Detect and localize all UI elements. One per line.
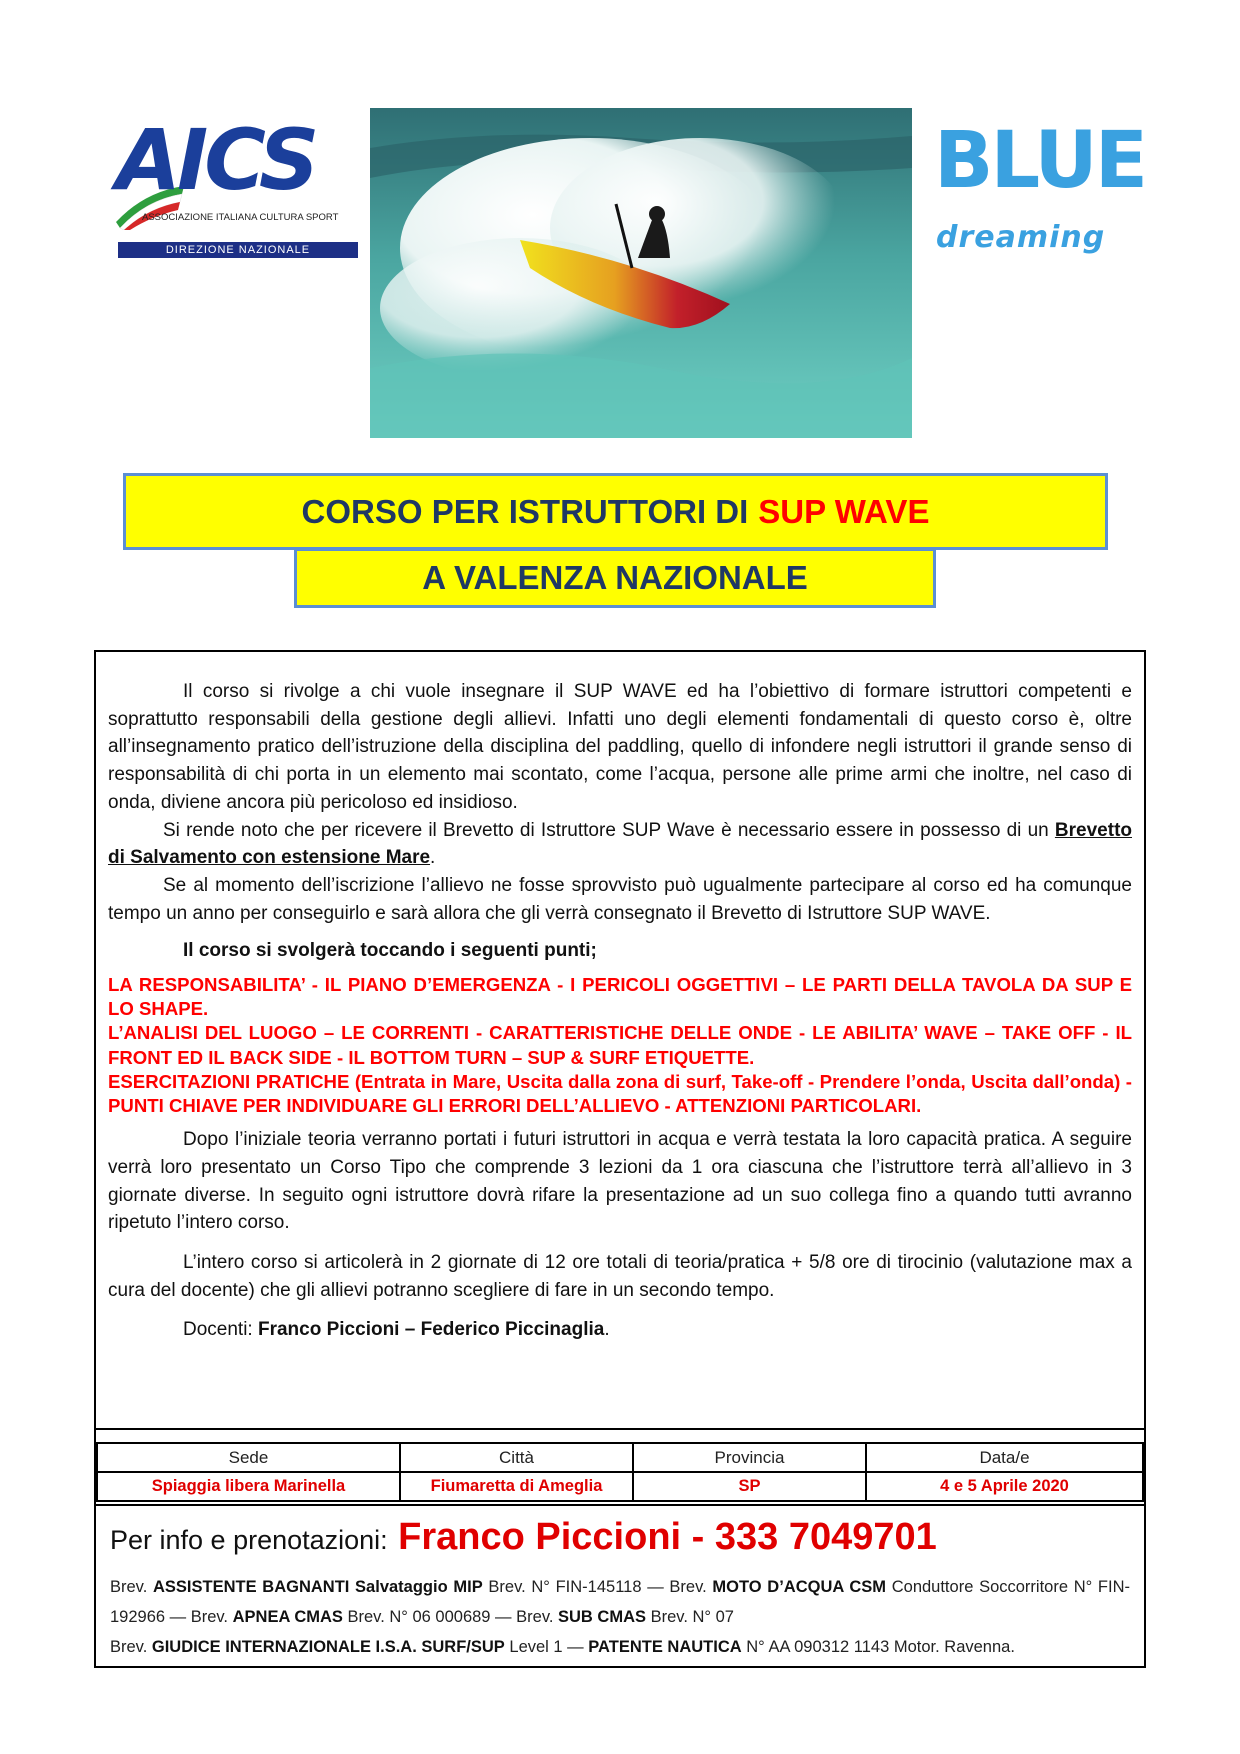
value-data: 4 e 5 Aprile 2020 [866, 1472, 1143, 1501]
teachers-names: Franco Piccioni – Federico Piccinaglia [257, 1319, 605, 1341]
points-title: Il corso si svolgerà toccando i seguenti punti; [183, 940, 597, 962]
header-data: Data/e [866, 1443, 1143, 1472]
contact-line [110, 1516, 937, 1559]
contact-label: Per info e prenotazioni: [110, 1525, 388, 1555]
course-info-table [96, 1442, 1144, 1502]
course-body [108, 678, 1132, 1344]
aics-subtitle: ASSOCIAZIONE ITALIANA CULTURA SPORT [142, 212, 339, 223]
subtitle-text: A VALENZA NAZIONALE [422, 559, 808, 596]
title-banner [123, 473, 1108, 550]
teachers-end: . [604, 1319, 610, 1341]
requirement-highlight: Brevetto di Salvamento con estensione Mare [108, 819, 1132, 869]
cred-bold: PATENTE NAUTICA [588, 1638, 742, 1656]
surfer-photo [370, 108, 912, 438]
cred-text: Brev. [110, 1578, 153, 1596]
table-bottom-divider [96, 1504, 1144, 1506]
value-citta: Fiumaretta di Ameglia [400, 1472, 633, 1501]
cred-text: N° AA 090312 1143 Motor. Ravenna. [741, 1638, 1015, 1656]
table-row [97, 1472, 1143, 1501]
credentials-block-2 [110, 1632, 1130, 1662]
value-provincia: SP [633, 1472, 866, 1501]
dreaming-word: dreaming [936, 220, 1106, 255]
point-item: ESERCITAZIONI PRATICHE (Entrata in Mare, Uscita dalla zona di surf, Take-off - Prendere l’onda, Uscita dall’onda) - PUNTI CHIAVE PER INDIVIDUARE GLI ERRORI DELL’ALLIEVO - ATTENZIONI PARTICOLARI. [108, 1070, 1132, 1117]
header-citta: Città [400, 1443, 633, 1472]
sup-wave-image [370, 108, 912, 438]
cred-bold: APNEA CMAS [232, 1608, 343, 1626]
course-description-frame [94, 650, 1146, 1668]
aics-letters: AICS [116, 111, 316, 209]
cred-bold: MOTO D’ACQUA CSM [712, 1578, 887, 1596]
cred-bold: SUB CMAS [558, 1608, 647, 1626]
instructor-credentials [110, 1572, 1130, 1662]
contact-name-phone: Franco Piccioni - 333 7049701 [398, 1516, 937, 1558]
paragraph-requirement [108, 817, 1132, 872]
point-item: L’ANALISI DEL LUOGO – LE CORRENTI - CARATTERISTICHE DELLE ONDE - LE ABILITA’ WAVE – TAKE OFF - IL FRONT ED IL BACK SIDE - IL BOTTOM TURN – SUP & SURF ETIQUETTE. [108, 1022, 1132, 1068]
teachers-label: Docenti: [183, 1319, 258, 1341]
cred-text: Brev. N° 06 000689 — Brev. [342, 1608, 559, 1626]
cred-bold: GIUDICE INTERNAZIONALE I.S.A. SURF/SUP [151, 1638, 505, 1656]
paragraph-practice: Dopo l’iniziale teoria verranno portati i futuri istruttori in acqua e verrà testata la loro capacità pratica. A seguire verrà loro presentato un Corso Tipo che comprende 3 lezioni da 1 ora ciascuna che l’istruttore terrà all’allievo in 3 giornate diverse. In seguito ogni istruttore dovrà rifare la presentazione ad un suo collega fino a quando tutti avranno ripetuto l’intero corso. [108, 1129, 1132, 1234]
blue-word: BLUE [934, 116, 1145, 206]
cred-bold: ASSISTENTE BAGNANTI Salvataggio MIP [152, 1578, 483, 1596]
title-prefix: CORSO PER ISTRUTTORI DI [301, 492, 749, 530]
requirement-text: Si rende noto che per ricevere il Brevetto di Istruttore SUP Wave è necessario essere in possesso di un [163, 819, 1055, 841]
point-item: LA RESPONSABILITA’ - IL PIANO D’EMERGENZA - I PERICOLI OGGETTIVI – LE PARTI DELLA TAVOLA DA SUP E LO SHAPE. [108, 974, 1132, 1020]
subtitle-banner [294, 548, 936, 608]
points-list [108, 973, 1132, 1118]
teachers-line [108, 1316, 1132, 1344]
aics-logo [112, 112, 362, 262]
table-header-row [97, 1443, 1143, 1472]
requirement-end: . [430, 847, 436, 869]
table-divider [96, 1428, 1144, 1430]
paragraph-enrollment: Se al momento dell’iscrizione l’allievo ne fosse sprovvisto può ugualmente partecipare al corso ed ha comunque tempo un anno per conseguirlo e sarà allora che gli verrà consegnato il Brevetto di Istruttore SUP WAVE. [108, 874, 1132, 924]
paragraph-duration: L’intero corso si articolerà in 2 giornate di 12 ore totali di teoria/pratica + 5/8 ore di tirocinio (valutazione max a cura del docente) che gli allievi potranno scegliere di fare in un secondo tempo. [108, 1252, 1132, 1301]
header-provincia: Provincia [633, 1443, 866, 1472]
cred-text: Level 1 — [504, 1638, 589, 1656]
cred-text: Brev. N° FIN-145118 — Brev. [482, 1578, 713, 1596]
blue-dreaming-logo [934, 108, 1145, 258]
paragraph-intro: Il corso si rivolge a chi vuole insegnare il SUP WAVE ed ha l’obiettivo di formare istruttori competenti e soprattutto responsabili della gestione degli allievi. Infatti uno degli elementi fondamentali di questo corso è, oltre all’insegnamento pratico dell’istruzione della disciplina del paddling, quello di infondere negli istruttori il grande senso di responsabilità di chi porta in un elemento mai scontato, come l’acqua, persone alle prime armi che inoltre, nel caso di onda, diviene ancora più pericoloso ed insidioso. [108, 681, 1132, 813]
cred-text: Brev. N° 07 [646, 1608, 734, 1626]
title-highlight: SUP WAVE [758, 492, 930, 530]
aics-band: DIREZIONE NAZIONALE [118, 242, 358, 258]
header-sede: Sede [97, 1443, 400, 1472]
value-sede: Spiaggia libera Marinella [97, 1472, 400, 1501]
cred-text: Conduttore Soccorritore N° FIN-192966 — Brev. [110, 1578, 1130, 1626]
credentials-block-1 [110, 1572, 1130, 1632]
cred-text: Brev. [110, 1638, 152, 1656]
